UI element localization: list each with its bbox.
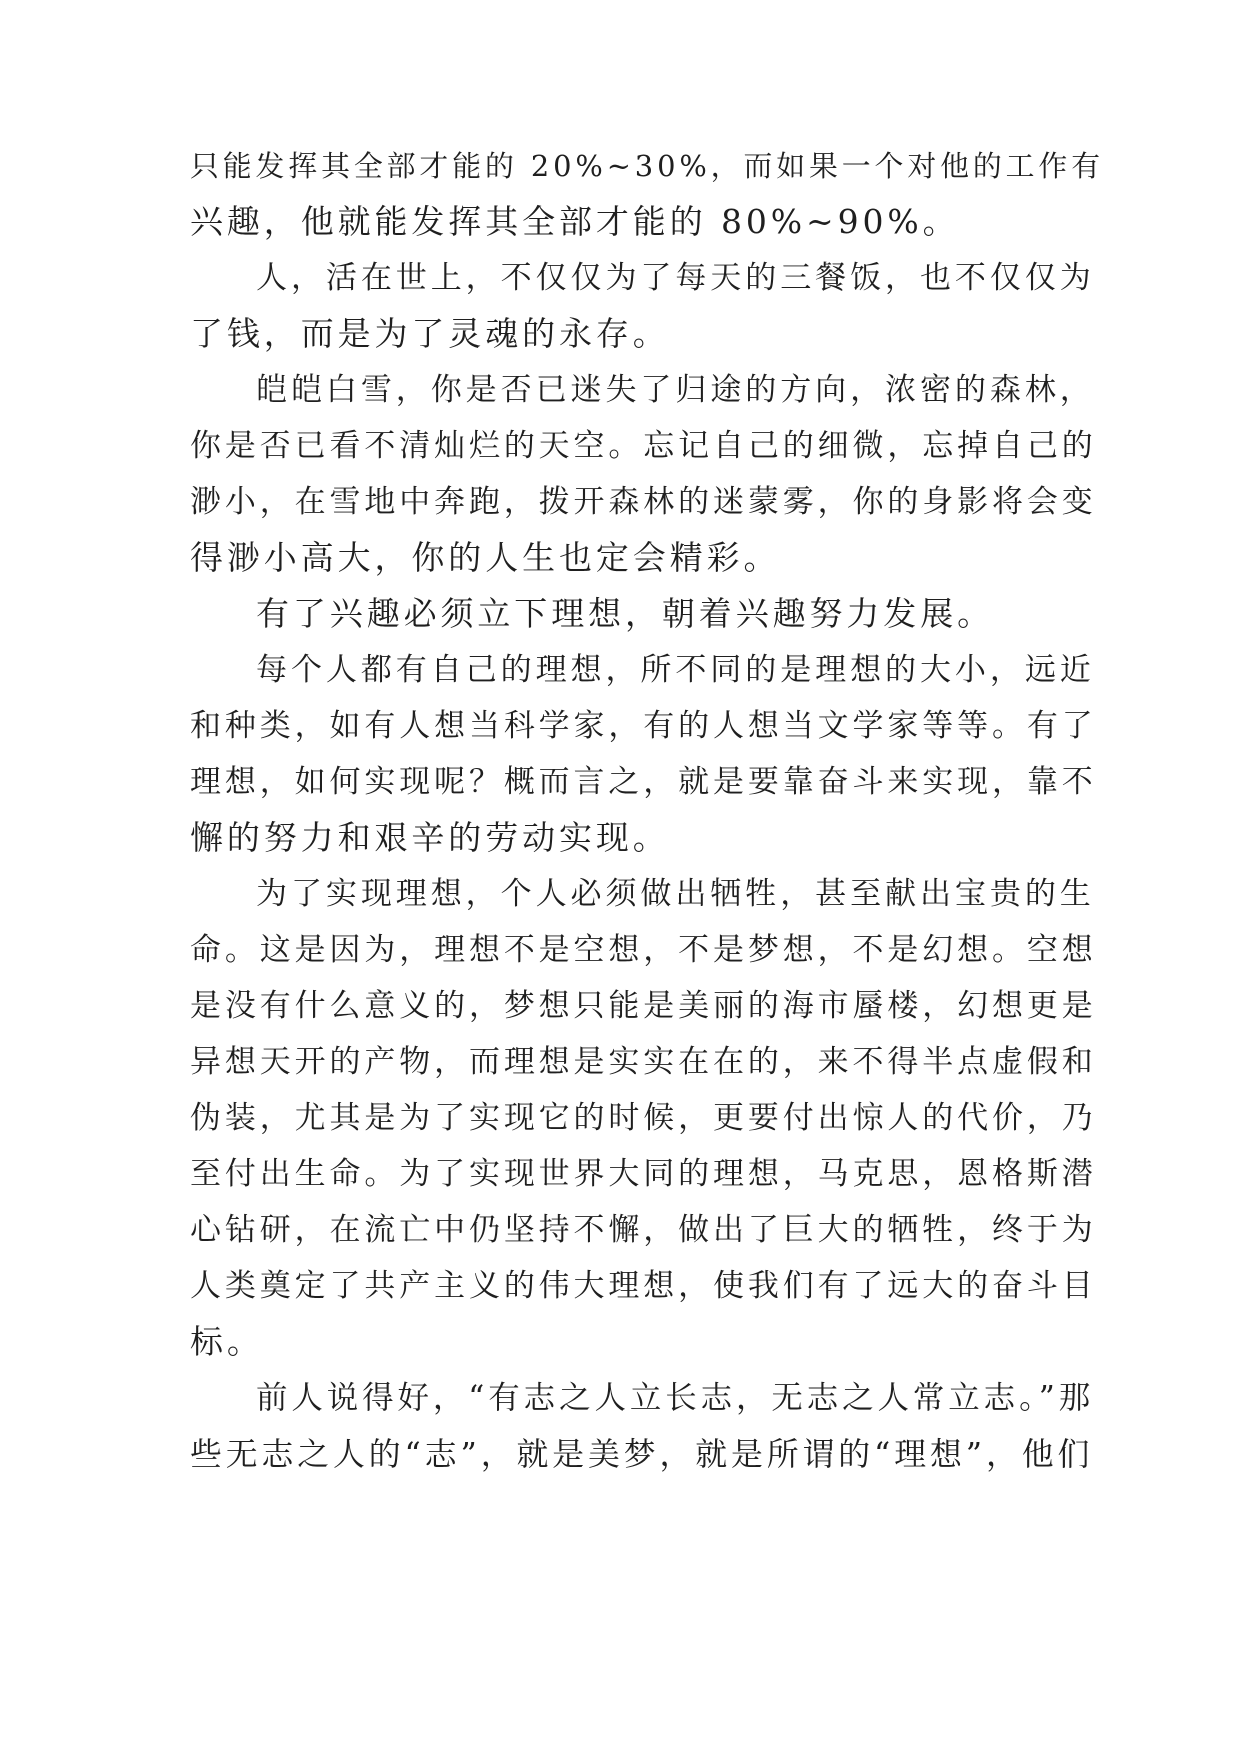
text-line: 标。 <box>190 1322 264 1361</box>
text-line: 得渺小高大，你的人生也定会精彩。 <box>190 538 781 577</box>
paragraph-start-line: 每个人都有自己的理想，所不同的是理想的大小，远近 <box>256 652 1095 688</box>
paragraph-start-line: 有了兴趣必须立下理想，朝着兴趣努力发展。 <box>256 594 994 633</box>
text-line: 渺小，在雪地中奔跑，拨开森林的迷蒙雾，你的身影将会变 <box>190 484 1097 520</box>
text-line: 是没有什么意义的，梦想只能是美丽的海市蜃楼，幻想更是 <box>190 988 1097 1024</box>
text-line: 懈的努力和艰辛的劳动实现。 <box>190 818 670 857</box>
paragraph-start-line: 皑皑白雪，你是否已迷失了归途的方向，浓密的森林， <box>256 372 1095 408</box>
text-line: 异想天开的产物，而理想是实实在在的，来不得半点虚假和 <box>190 1044 1097 1080</box>
text-line: 心钻研，在流亡中仍坚持不懈，做出了巨大的牺牲，终于为 <box>190 1212 1097 1248</box>
text-line: 兴趣，他就能发挥其全部才能的 80%~90%。 <box>190 202 960 241</box>
text-line: 命。这是因为，理想不是空想，不是梦想，不是幻想。空想 <box>190 932 1097 968</box>
text-line: 了钱，而是为了灵魂的永存。 <box>190 314 670 353</box>
text-line: 和种类，如有人想当科学家，有的人想当文学家等等。有了 <box>190 708 1097 744</box>
paragraph-start-line: 为了实现理想，个人必须做出牺牲，甚至献出宝贵的生 <box>256 876 1095 912</box>
text-line: 人类奠定了共产主义的伟大理想，使我们有了远大的奋斗目 <box>190 1268 1097 1304</box>
text-line: 些无志之人的“志”，就是美梦，就是所谓的“理想”，他们 <box>190 1435 1094 1473</box>
text-line: 只能发挥其全部才能的 20%~30%，而如果一个对他的工作有 <box>190 149 1104 183</box>
text-line: 理想，如何实现呢？概而言之，就是要靠奋斗来实现，靠不 <box>190 764 1097 800</box>
text-line: 至付出生命。为了实现世界大同的理想，马克思，恩格斯潜 <box>190 1156 1097 1192</box>
text-line: 伪装，尤其是为了实现它的时候，更要付出惊人的代价，乃 <box>190 1100 1097 1136</box>
text-line: 你是否已看不清灿烂的天空。忘记自己的细微，忘掉自己的 <box>190 428 1097 464</box>
paragraph-start-line: 前人说得好，“有志之人立长志，无志之人常立志。”那 <box>256 1380 1095 1416</box>
paragraph-start-line: 人，活在世上，不仅仅为了每天的三餐饭，也不仅仅为 <box>256 260 1095 296</box>
